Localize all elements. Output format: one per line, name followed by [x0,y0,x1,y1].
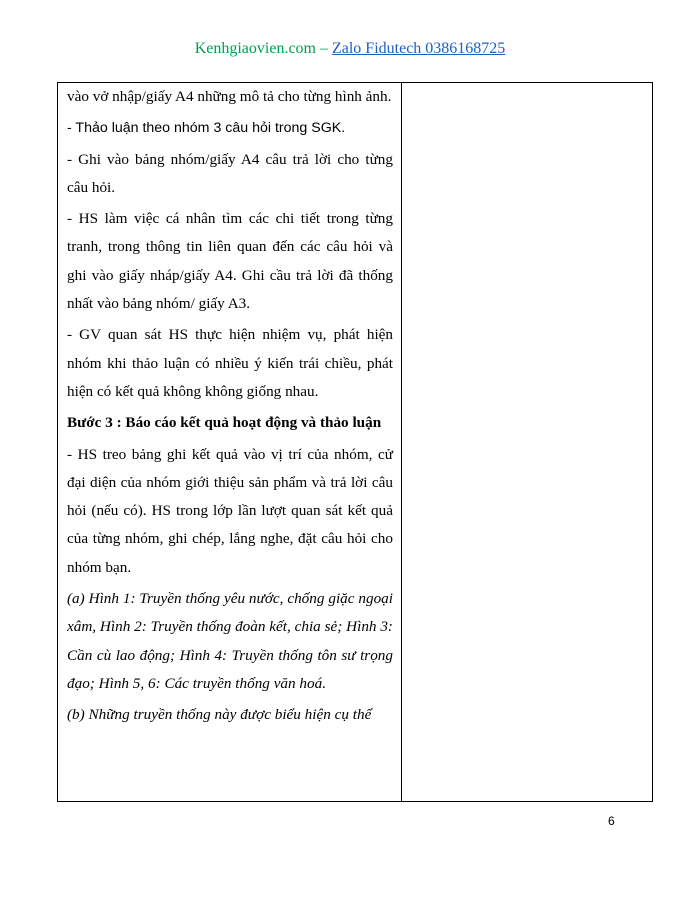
paragraph-2: - Thảo luận theo nhóm 3 câu hỏi trong SGK. [67,120,346,137]
page-number: 6 [608,814,615,828]
page-header [0,39,700,59]
paragraph-4: - HS làm việc cá nhân tìm các chi tiết trong từng tranh, trong thông tin liên quan đến các câu hỏi và ghi vào giấy nháp/giấy A4. Ghi cầu trả lời đã thống nhất vào bảng nhóm/ giấy A3. [67,210,393,313]
header-site-link[interactable]: Kenhgiaovien.com [194,40,316,57]
step-3-heading: Bước 3 : Báo cáo kết quả hoạt động và thảo luận [67,414,382,432]
paragraph-1: vào vở nhập/giấy A4 những mô tả cho từng hình ảnh. [67,88,392,105]
left-column [67,83,393,733]
paragraph-5: - GV quan sát HS thực hiện nhiệm vụ, phát hiện nhóm khi thảo luận có nhiều ý kiến trái chiều, phát hiện có kết quả không không giống nhau. [67,326,393,400]
lesson-table [57,82,653,802]
answer-b: (b) Những truyền thống này được biểu hiện cụ thể [67,706,372,724]
paragraph-7: - HS treo bảng ghi kết quả vào vị trí của nhóm, cử đại diện của nhóm giới thiệu sản phẩm và trả lời câu hỏi (nếu có). HS trong lớp lần lượt quan sát kết quả của từng nhóm, ghi chép, lắng nghe, đặt câu hỏi cho nhóm bạn. [67,445,393,576]
column-divider [401,83,402,801]
header-zalo-link[interactable]: Zalo Fidutech 0386168725 [331,40,506,57]
header-separator: – [315,40,332,57]
answer-a: (a) Hình 1: Truyền thống yêu nước, chống giặc ngoại xâm, Hình 2: Truyền thống đoàn kết, chia sẻ; Hình 3: Cần cù lao động; Hình 4: Truyền thống tôn sư trọng đạo; Hình 5, 6: Các truyền thống văn hoá. [67,590,393,692]
paragraph-3: - Ghi vào bảng nhóm/giấy A4 câu trả lời cho từng câu hỏi. [67,150,393,196]
